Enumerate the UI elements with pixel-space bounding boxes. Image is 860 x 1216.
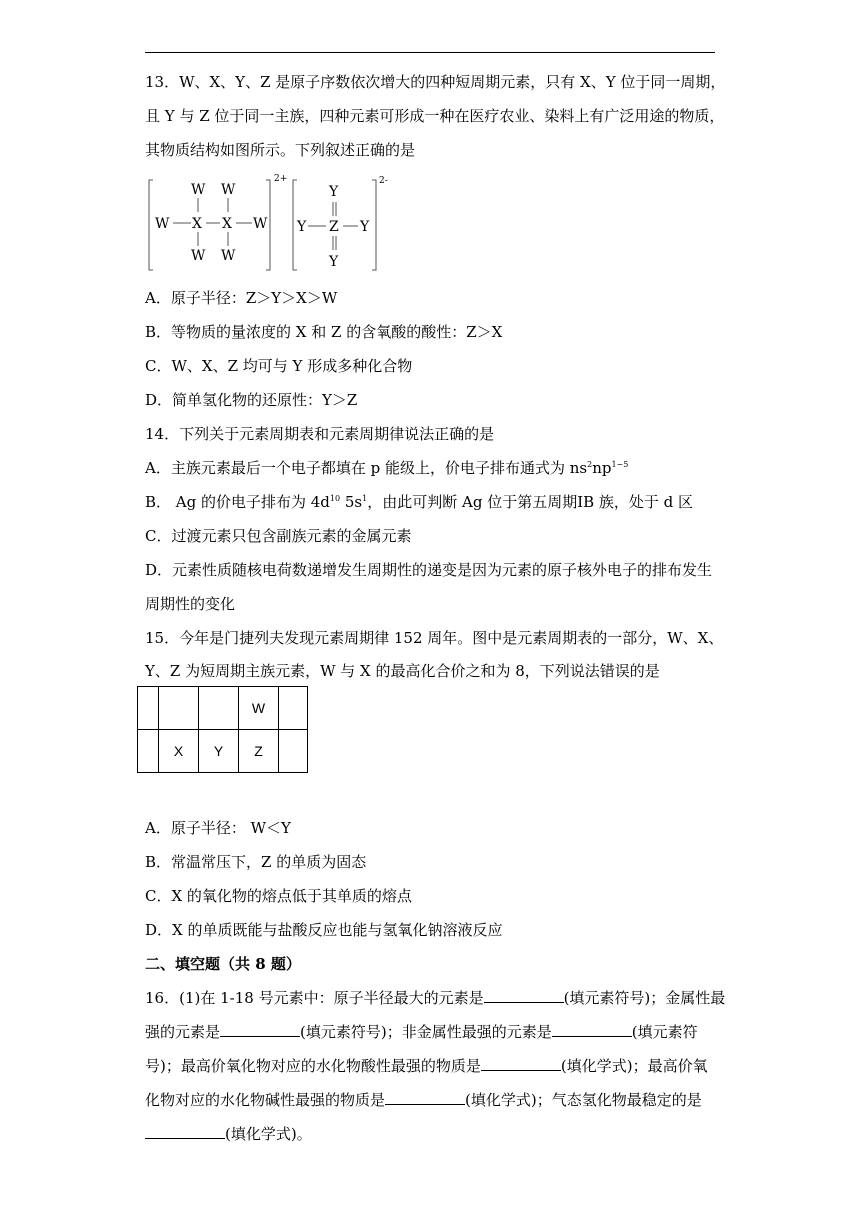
q16-line2: 强的元素是 (填元素符号)；非金属性最强的元素是 (填元素符 [145, 1023, 698, 1041]
q13-stem-line3: 其物质结构如图所示。下列叙述正确的是 [145, 141, 416, 159]
q13-stem-line1: 13．W、X、Y、Z 是原子序数依次增大的四种短周期元素，只有 X、Y 位于同一周期， [145, 73, 726, 91]
q13-structure-figure [145, 174, 405, 274]
q16-line5: (填化学式)。 [145, 1124, 312, 1144]
table-cell [199, 687, 239, 730]
q14-option-b: B． Ag 的价电子排布为 $4d^{10}$ $5s^1$，由此可判断 Ag 位于第五周期IB 族，处于 d 区 [145, 493, 694, 511]
q13-option-a: A．原子半径：Z＞Y＞X＞W [145, 289, 338, 307]
anion-charge: 2- [379, 176, 388, 186]
q13-option-c: C．W、X、Z 均可与 Y 形成多种化合物 [145, 357, 413, 375]
periodic-table-fragment [137, 686, 308, 773]
atom-x: X [192, 216, 202, 232]
table-row [138, 687, 308, 730]
atom-y: Y [329, 184, 339, 200]
q16-line4: 化物对应的水化物碱性最强的物质是 (填化学式)；气态氢化物最稳定的是 [145, 1091, 702, 1109]
answer-blank[interactable] [552, 1023, 632, 1037]
cation-charge: 2+ [274, 174, 288, 184]
atom-z: Z [329, 219, 339, 235]
atom-y: Y [360, 219, 370, 235]
q14-stem: 14．下列关于元素周期表和元素周期律说法正确的是 [145, 425, 495, 443]
table-cell [138, 730, 159, 773]
table-cell [279, 730, 308, 773]
atom-w: W [191, 248, 206, 264]
table-cell [138, 687, 159, 730]
q14-option-a: A．主族元素最后一个电子都填在 p 能级上，价电子排布通式为 $ns^2np^{1\sim 5}$ [145, 459, 629, 477]
q13-stem-line2: 且 Y 与 Z 位于同一主族，四种元素可形成一种在医疗农业、染料上有广泛用途的物质， [145, 107, 725, 125]
table-cell: Z [239, 730, 279, 773]
answer-blank[interactable] [481, 1057, 561, 1071]
table-cell: W [239, 687, 279, 730]
table-cell [159, 687, 199, 730]
table-cell: Y [199, 730, 239, 773]
atom-w: W [155, 216, 170, 232]
atom-y: Y [329, 254, 339, 270]
q15-stem-line2: Y、Z 为短周期主族元素，W 与 X 的最高化合价之和为 8，下列说法错误的是 [145, 662, 660, 680]
q14-option-d-line1: D．元素性质随核电荷数递增发生周期性的递变是因为元素的原子核外电子的排布发生 [145, 561, 713, 579]
answer-blank[interactable] [484, 989, 564, 1003]
q13-option-d: D．简单氢化物的还原性：Y＞Z [145, 391, 358, 409]
header-rule [145, 52, 715, 53]
q16-line1: 16．(1)在 1-18 号元素中：原子半径最大的元素是 (填元素符号)；金属性最 [145, 989, 726, 1007]
q15-option-c: C．X 的氧化物的熔点低于其单质的熔点 [145, 887, 412, 905]
q14-option-d-line2: 周期性的变化 [145, 595, 236, 613]
section-title: 二、填空题（共 8 题） [145, 955, 301, 973]
answer-blank[interactable] [385, 1091, 465, 1105]
table-cell [279, 687, 308, 730]
q15-stem-line1: 15．今年是门捷列夫发现元素周期律 152 周年。图中是元素周期表的一部分，W、X、 [145, 629, 724, 647]
q13-option-b: B．等物质的量浓度的 X 和 Z 的含氧酸的酸性：Z＞X [145, 323, 503, 341]
q15-option-d: D．X 的单质既能与盐酸反应也能与氢氧化钠溶液反应 [145, 921, 503, 939]
atom-w: W [191, 182, 206, 198]
q15-option-b: B．常温常压下，Z 的单质为固态 [145, 853, 367, 871]
answer-blank[interactable] [220, 1023, 300, 1037]
answer-blank[interactable] [145, 1125, 225, 1139]
atom-w: W [253, 216, 268, 232]
atom-x: X [222, 216, 232, 232]
atom-w: W [221, 248, 236, 264]
table-row [138, 730, 308, 773]
atom-y: Y [297, 219, 307, 235]
atom-w: W [221, 182, 236, 198]
table-cell: X [159, 730, 199, 773]
q15-option-a: A．原子半径： W＜Y [145, 819, 291, 837]
q14-option-c: C．过渡元素只包含副族元素的金属元素 [145, 527, 412, 545]
q16-line3: 号)；最高价氧化物对应的水化物酸性最强的物质是 (填化学式)；最高价氧 [145, 1057, 708, 1075]
